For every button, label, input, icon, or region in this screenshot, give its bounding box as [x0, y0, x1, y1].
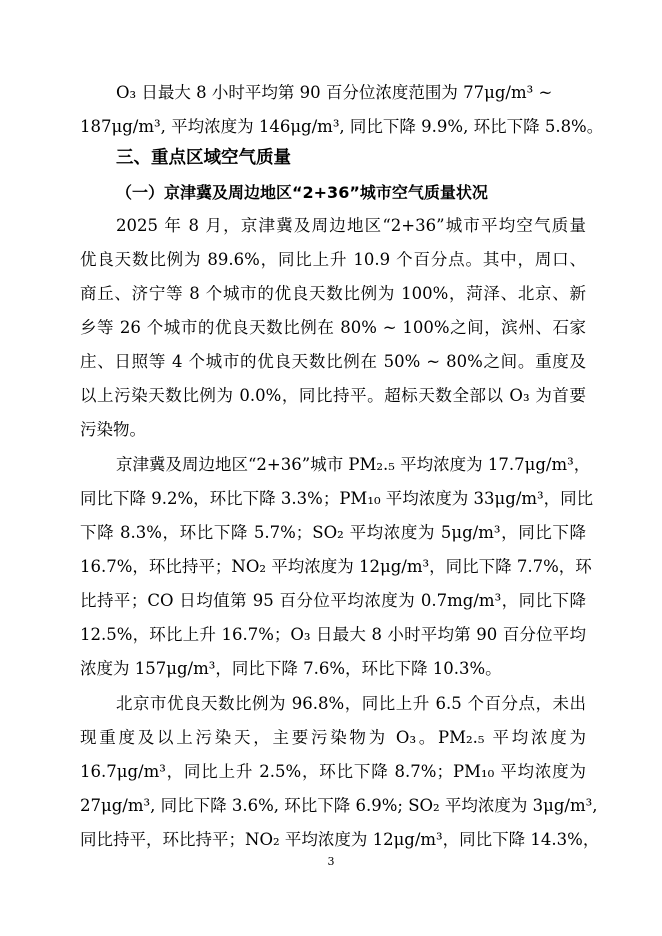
subsection-heading: （一）京津冀及周边地区“2+36”城市空气质量状况	[116, 183, 488, 202]
page-number: 3	[327, 855, 335, 868]
text-line: 同比持平，环比持平；NO₂ 平均浓度为 12μg/m³，同比下降 14.3%，	[80, 830, 600, 849]
text-line: 北京市优良天数比例为 96.8%，同比上升 6.5 个百分点，未出	[116, 694, 586, 713]
text-line: 下降 8.3%，环比下降 5.7%；SO₂ 平均浓度为 5μg/m³，同比下降	[80, 523, 586, 542]
text-line: 京津冀及周边地区“2+36”城市 PM₂.₅ 平均浓度为 17.7μg/m³，	[116, 455, 591, 474]
section-heading: 三、重点区域空气质量	[116, 148, 291, 168]
text-line: 比持平；CO 日均值第 95 百分位平均浓度为 0.7mg/m³，同比下降	[80, 591, 586, 610]
text-line: 浓度为 157μg/m³，同比下降 7.6%，环比下降 10.3%。	[80, 659, 502, 678]
text-line: 16.7%，环比持平；NO₂ 平均浓度为 12μg/m³，同比下降 7.7%，环	[80, 557, 592, 576]
text-line: 16.7μg/m³，同比上升 2.5%，环比下降 8.7%；PM₁₀ 平均浓度为	[80, 762, 586, 781]
text-line: 污染物。	[80, 420, 146, 439]
text-line: O₃ 日最大 8 小时平均第 90 百分位浓度范围为 77μg/m³ ~	[116, 83, 553, 102]
text-line: 187μg/m³, 平均浓度为 146μg/m³, 同比下降 9.9%, 环比下降 5.8%。	[80, 117, 604, 136]
text-line: 现重度及以上污染天，主要污染物为 O₃。PM₂.₅ 平均浓度为	[80, 728, 586, 747]
text-line: 庄、日照等 4 个城市的优良天数比例在 50% ~ 80%之间。重度及	[80, 352, 586, 371]
text-line: 27μg/m³, 同比下降 3.6%, 环比下降 6.9%; SO₂ 平均浓度为 3μg/m³,	[80, 796, 598, 815]
text-line: 乡等 26 个城市的优良天数比例在 80% ~ 100%之间，滨州、石家	[80, 318, 586, 337]
text-line: 以上污染天数比例为 0.0%，同比持平。超标天数全部以 O₃ 为首要	[80, 386, 586, 405]
text-line: 同比下降 9.2%，环比下降 3.3%；PM₁₀ 平均浓度为 33μg/m³，同比	[80, 489, 594, 508]
text-line: 商丘、济宁等 8 个城市的优良天数比例为 100%，菏泽、北京、新	[80, 284, 586, 303]
text-line: 优良天数比例为 89.6%，同比上升 10.9 个百分点。其中，周口、	[80, 250, 586, 269]
text-line: 2025 年 8 月，京津冀及周边地区“2+36”城市平均空气质量	[116, 216, 586, 235]
text-line: 12.5%，环比上升 16.7%；O₃ 日最大 8 小时平均第 90 百分位平均	[80, 625, 586, 644]
